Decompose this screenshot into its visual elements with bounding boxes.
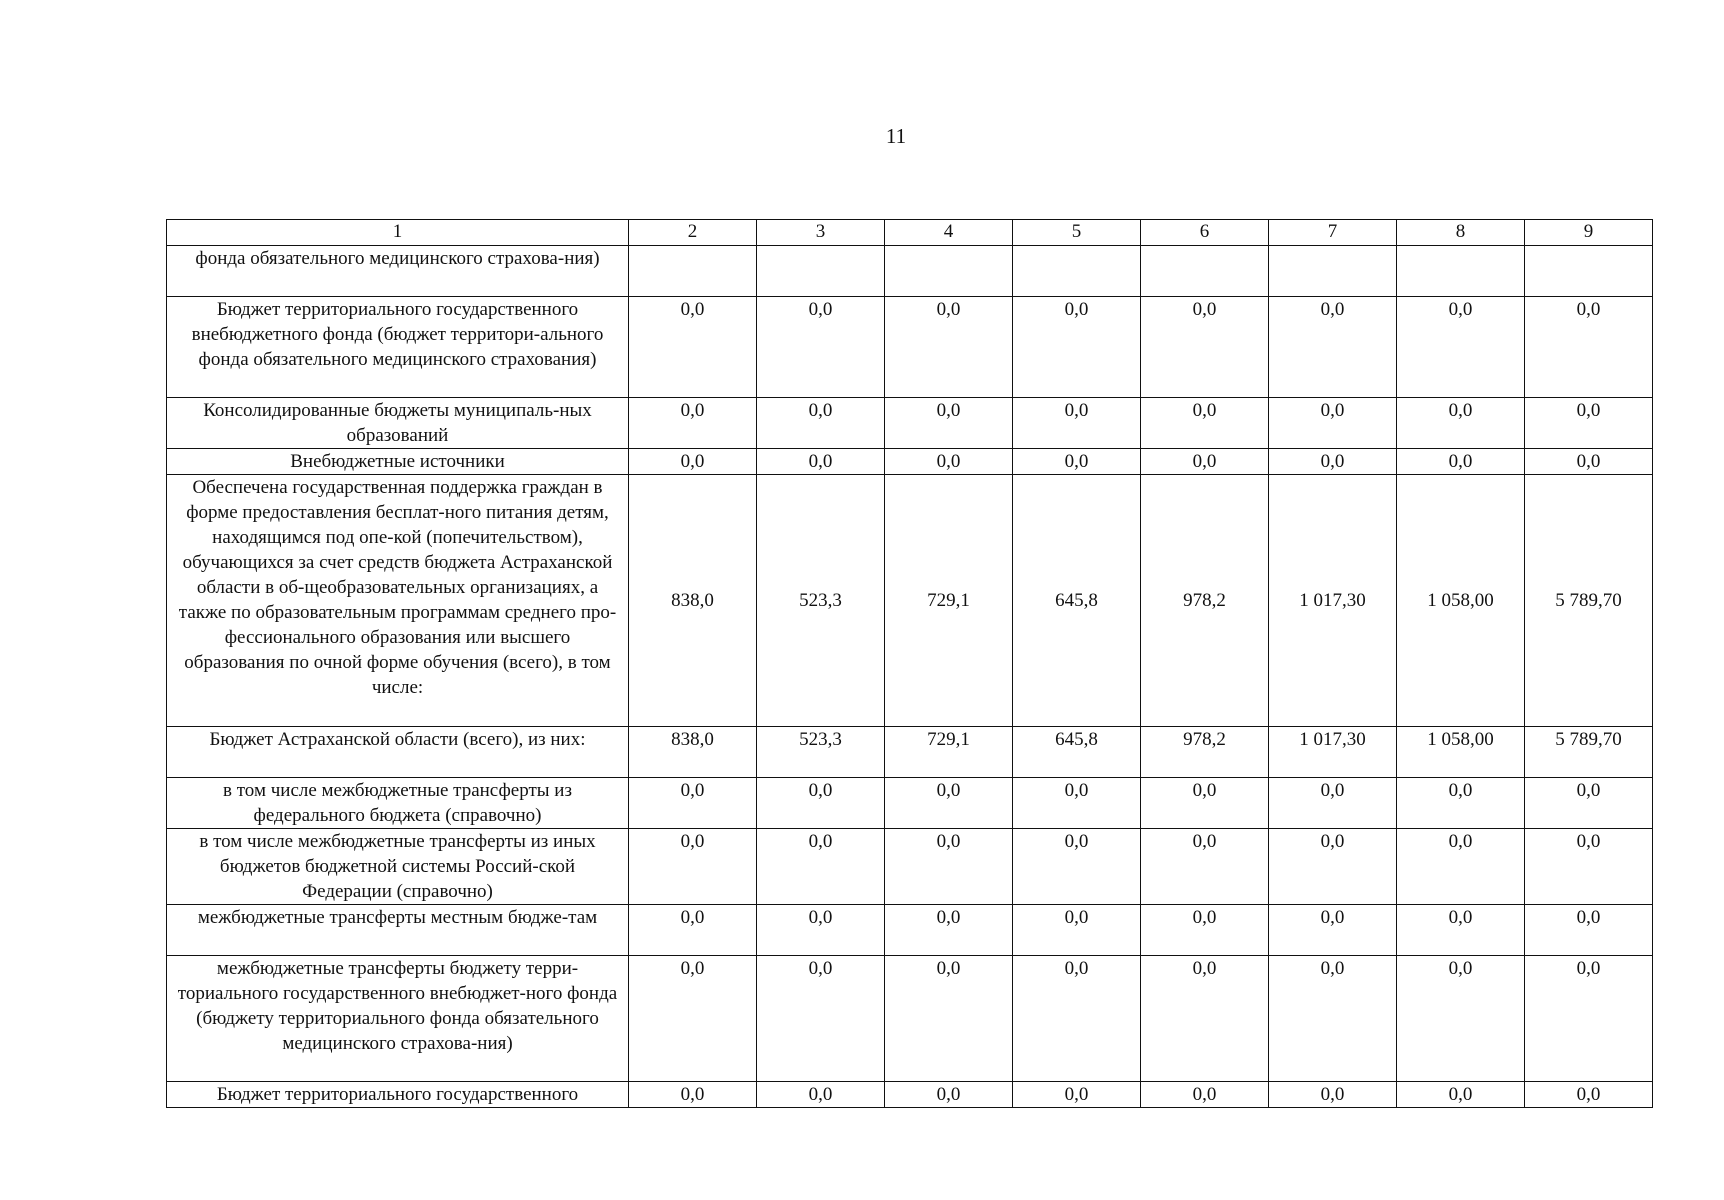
- table-cell: 0,0: [1013, 1082, 1141, 1108]
- table-cell: 0,0: [1397, 449, 1525, 475]
- table-cell: 0,0: [1397, 398, 1525, 449]
- table-cell: 0,0: [1397, 956, 1525, 1082]
- table-row: [167, 778, 1653, 829]
- column-header: 1: [167, 220, 629, 246]
- table-cell: 0,0: [1141, 778, 1269, 829]
- column-header: 9: [1525, 220, 1653, 246]
- table-cell: 0,0: [629, 449, 757, 475]
- table-cell: 1 058,00: [1397, 475, 1525, 727]
- table-cell: 0,0: [629, 829, 757, 905]
- table-cell: 0,0: [1013, 829, 1141, 905]
- row-label: межбюджетные трансферты бюджету терри-ториального государственного внебюджет-ного фонда (бюджету территориального фонда обязательного медицинского страхова-ния): [167, 956, 629, 1082]
- table-cell: 0,0: [885, 829, 1013, 905]
- table-cell: 0,0: [1397, 905, 1525, 956]
- table-cell: 0,0: [1397, 778, 1525, 829]
- column-header: 2: [629, 220, 757, 246]
- table-row: [167, 297, 1653, 398]
- column-header: 5: [1013, 220, 1141, 246]
- table-cell: 0,0: [1269, 398, 1397, 449]
- table-cell: 0,0: [1141, 905, 1269, 956]
- table-cell: [1269, 246, 1397, 297]
- column-header: 8: [1397, 220, 1525, 246]
- table-cell: [1141, 246, 1269, 297]
- table-row: [167, 956, 1653, 1082]
- table-cell: 0,0: [757, 829, 885, 905]
- table-cell: [885, 246, 1013, 297]
- table-cell: 978,2: [1141, 727, 1269, 778]
- table-cell: 0,0: [1525, 398, 1653, 449]
- table-cell: 0,0: [757, 297, 885, 398]
- table-cell: 0,0: [1525, 1082, 1653, 1108]
- table-cell: 0,0: [757, 449, 885, 475]
- column-header: 3: [757, 220, 885, 246]
- table-row: [167, 398, 1653, 449]
- table-cell: 838,0: [629, 475, 757, 727]
- row-label: Обеспечена государственная поддержка граждан в форме предоставления бесплат-ного питания детям, находящимся под опе-кой (попечительством), обучающихся за счет средств бюджета Астраханской области в об-щеобразовательных организациях, а также по образовательным программам среднего про-фессионального образования или высшего образования по очной форме обучения (всего), в том числе:: [167, 475, 629, 727]
- table-cell: 0,0: [1269, 449, 1397, 475]
- table-cell: 729,1: [885, 475, 1013, 727]
- table-cell: 0,0: [1269, 1082, 1397, 1108]
- row-label: Бюджет территориального государственного: [167, 1082, 629, 1108]
- table-cell: 0,0: [1013, 398, 1141, 449]
- table-cell: 645,8: [1013, 727, 1141, 778]
- table-row: [167, 727, 1653, 778]
- table-cell: 0,0: [1013, 297, 1141, 398]
- table-cell: 838,0: [629, 727, 757, 778]
- table-cell: 0,0: [1269, 956, 1397, 1082]
- row-label: в том числе межбюджетные трансферты из иных бюджетов бюджетной системы Россий-ской Федерации (справочно): [167, 829, 629, 905]
- table-cell: 0,0: [757, 1082, 885, 1108]
- row-label: межбюджетные трансферты местным бюдже-там: [167, 905, 629, 956]
- table-cell: 0,0: [629, 905, 757, 956]
- table-cell: 0,0: [1525, 297, 1653, 398]
- budget-table: [166, 219, 1653, 1108]
- table-cell: 0,0: [757, 956, 885, 1082]
- row-label: в том числе межбюджетные трансферты из федерального бюджета (справочно): [167, 778, 629, 829]
- row-label: Внебюджетные источники: [167, 449, 629, 475]
- table-row: [167, 1082, 1653, 1108]
- table-cell: 0,0: [757, 398, 885, 449]
- table-cell: 0,0: [1141, 829, 1269, 905]
- table-cell: 0,0: [1397, 1082, 1525, 1108]
- table-cell: 0,0: [1141, 956, 1269, 1082]
- budget-table-wrapper: [166, 219, 1653, 1108]
- table-cell: 978,2: [1141, 475, 1269, 727]
- row-label: фонда обязательного медицинского страхова-ния): [167, 246, 629, 297]
- table-row: [167, 449, 1653, 475]
- table-cell: 0,0: [629, 398, 757, 449]
- table-cell: 0,0: [757, 905, 885, 956]
- table-cell: [629, 246, 757, 297]
- table-cell: 5 789,70: [1525, 475, 1653, 727]
- table-cell: 0,0: [1013, 905, 1141, 956]
- table-cell: 0,0: [1397, 297, 1525, 398]
- table-cell: 0,0: [1013, 449, 1141, 475]
- table-cell: 0,0: [1269, 297, 1397, 398]
- page-number: 11: [885, 124, 907, 148]
- column-header: 6: [1141, 220, 1269, 246]
- table-cell: 0,0: [1269, 778, 1397, 829]
- table-cell: 0,0: [1525, 778, 1653, 829]
- table-row: [167, 905, 1653, 956]
- table-cell: 0,0: [885, 778, 1013, 829]
- table-cell: 0,0: [1013, 778, 1141, 829]
- table-cell: [757, 246, 885, 297]
- row-label: Бюджет Астраханской области (всего), из них:: [167, 727, 629, 778]
- table-cell: [1525, 246, 1653, 297]
- table-cell: 0,0: [1525, 956, 1653, 1082]
- table-cell: 0,0: [629, 956, 757, 1082]
- table-cell: [1397, 246, 1525, 297]
- table-cell: 523,3: [757, 475, 885, 727]
- table-cell: 0,0: [1141, 398, 1269, 449]
- table-cell: 523,3: [757, 727, 885, 778]
- table-cell: 0,0: [885, 398, 1013, 449]
- table-cell: 5 789,70: [1525, 727, 1653, 778]
- table-cell: 0,0: [885, 297, 1013, 398]
- table-cell: 0,0: [1525, 829, 1653, 905]
- table-cell: 0,0: [1141, 449, 1269, 475]
- table-row: [167, 475, 1653, 727]
- table-cell: 0,0: [885, 1082, 1013, 1108]
- table-cell: 0,0: [757, 778, 885, 829]
- row-label: Бюджет территориального государственного внебюджетного фонда (бюджет территори-ального фонда обязательного медицинского страхования): [167, 297, 629, 398]
- table-row: [167, 829, 1653, 905]
- table-cell: 729,1: [885, 727, 1013, 778]
- table-cell: 1 058,00: [1397, 727, 1525, 778]
- table-cell: 0,0: [1525, 449, 1653, 475]
- table-cell: [1013, 246, 1141, 297]
- table-cell: 1 017,30: [1269, 475, 1397, 727]
- table-cell: 0,0: [629, 1082, 757, 1108]
- table-cell: 0,0: [1141, 297, 1269, 398]
- table-cell: 0,0: [885, 905, 1013, 956]
- header-row: [167, 220, 1653, 246]
- table-cell: 0,0: [1397, 829, 1525, 905]
- table-cell: 0,0: [1525, 905, 1653, 956]
- table-cell: 645,8: [1013, 475, 1141, 727]
- table-row: [167, 246, 1653, 297]
- table-cell: 0,0: [1141, 1082, 1269, 1108]
- table-cell: 1 017,30: [1269, 727, 1397, 778]
- column-header: 4: [885, 220, 1013, 246]
- table-cell: 0,0: [885, 449, 1013, 475]
- column-header: 7: [1269, 220, 1397, 246]
- table-cell: 0,0: [1269, 829, 1397, 905]
- table-cell: 0,0: [1013, 956, 1141, 1082]
- table-cell: 0,0: [1269, 905, 1397, 956]
- table-cell: 0,0: [629, 778, 757, 829]
- table-cell: 0,0: [629, 297, 757, 398]
- table-cell: 0,0: [885, 956, 1013, 1082]
- row-label: Консолидированные бюджеты муниципаль-ных образований: [167, 398, 629, 449]
